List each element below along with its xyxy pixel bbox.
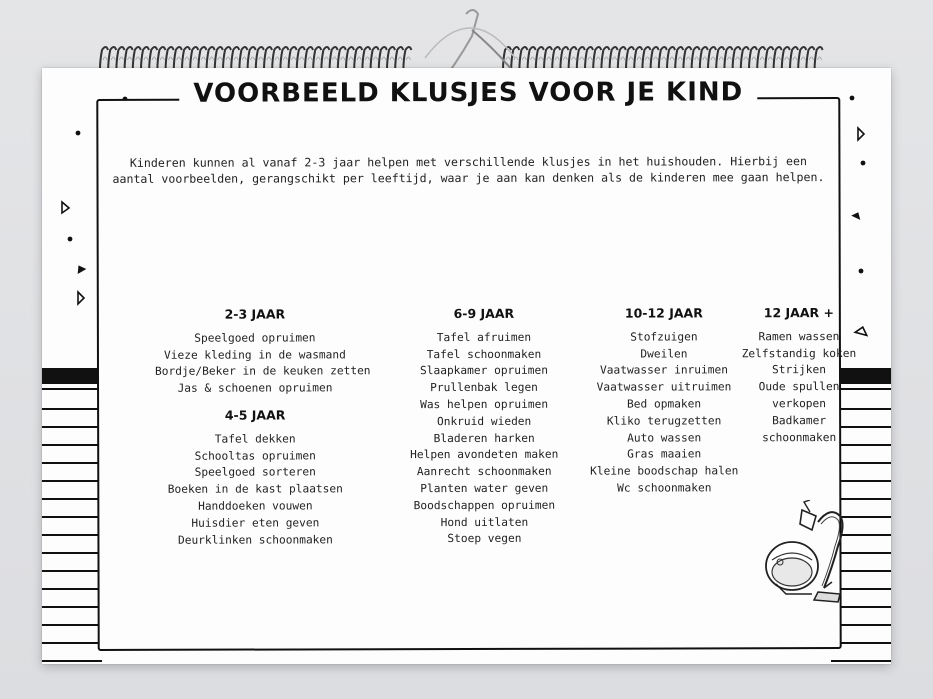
binder-ring-highlight [703, 57, 707, 60]
binder-ring-highlight [398, 57, 402, 60]
binder-ring-highlight [382, 57, 386, 60]
list-item: Prullenbak legen [430, 381, 538, 395]
binder-ring-highlight [333, 57, 337, 60]
list-item: Jas & schoenen opruimen [177, 381, 333, 395]
binder-ring-highlight [809, 57, 813, 60]
binder-ring-highlight [390, 57, 394, 60]
binder-ring-highlight [177, 57, 181, 60]
list-item: Oude spullen [758, 380, 840, 394]
list-item: Huisdier eten geven [191, 516, 320, 530]
binder-ring-highlight [604, 57, 608, 60]
heading-2-3: 2-3 JAAR [224, 306, 286, 322]
list-item: Stoep vegen [447, 532, 522, 546]
binder-ring-highlight [234, 57, 238, 60]
column-10-12 [569, 305, 760, 497]
binder-ring-highlight [572, 57, 576, 60]
binder-ring-highlight [686, 57, 690, 60]
binder-ring-highlight [613, 57, 617, 60]
binder-ring-highlight [547, 57, 551, 60]
column-12-plus [739, 305, 859, 447]
binder-ring-highlight [531, 57, 535, 60]
list-item: Was helpen opruimen [420, 397, 549, 412]
binder-ring-highlight [160, 57, 164, 60]
list-6-9 [389, 330, 580, 549]
list-item: Deurklinken schoonmaken [177, 532, 333, 547]
binder-ring-highlight [744, 57, 748, 60]
binder-ring-highlight [768, 57, 772, 60]
binder-ring-highlight [152, 57, 156, 60]
binder-ring-highlight [292, 57, 296, 60]
list-item: Vaatwasser inruimen [599, 363, 728, 378]
list-item: Onkruid wieden [436, 414, 532, 428]
list-item: Slaapkamer opruimen [419, 364, 548, 378]
binder-ring-highlight [563, 57, 567, 60]
list-item: Boodschappen opruimen [413, 498, 556, 512]
list-item: Bordje/Beker in de keuken zetten [154, 364, 371, 379]
heading-10-12: 10-12 JAAR [624, 305, 703, 321]
list-item: Handdoeken vouwen [198, 499, 313, 513]
binder-ring-highlight [226, 57, 230, 60]
list-item: Vieze kleding in de wasmand [163, 347, 346, 362]
binder-ring-highlight [111, 57, 115, 60]
binder-ring-highlight [308, 57, 312, 60]
binder-ring-highlight [275, 57, 279, 60]
binder-ring-highlight [210, 57, 214, 60]
binder-ring-highlight [555, 57, 559, 60]
binder-ring-highlight [645, 57, 649, 60]
binder-ring-highlight [259, 57, 263, 60]
binder-ring-highlight [670, 57, 674, 60]
binder-ring-highlight [777, 57, 781, 60]
list-item: Planten water geven [420, 481, 549, 496]
list-item: Tafel afruimen [436, 330, 532, 344]
list-item: Strijken [772, 363, 826, 377]
binder-ring-highlight [760, 57, 764, 60]
list-12-plus [739, 329, 859, 447]
list-item: Schooltas opruimen [194, 448, 316, 463]
binder-ring-highlight [678, 57, 682, 60]
binder-ring-highlight [506, 57, 510, 60]
binder-ring-highlight [218, 57, 222, 60]
binder-ring-highlight [242, 57, 246, 60]
list-item: Kliko terugzetten [606, 414, 722, 428]
binder-ring-highlight [818, 57, 822, 60]
list-item: Helpen avondeten maken [410, 448, 559, 462]
binder-ring-highlight [103, 57, 107, 60]
list-item: Aanrecht schoonmaken [416, 464, 552, 479]
heading-6-9: 6-9 JAAR [453, 305, 515, 322]
list-item: Speelgoed sorteren [194, 465, 316, 480]
binder-ring-highlight [316, 57, 320, 60]
list-item: Badkamer [772, 413, 827, 427]
binder-ring-highlight [283, 57, 287, 60]
list-10-12 [569, 329, 759, 497]
binder-ring-highlight [539, 57, 543, 60]
binder-ring-highlight [736, 57, 740, 60]
binder-ring-highlight [251, 57, 255, 60]
binder-ring-highlight [267, 57, 271, 60]
binder-ring-highlight [349, 57, 353, 60]
binder-ring-highlight [128, 57, 132, 60]
heading-12-plus: 12 JAAR + [763, 305, 834, 321]
binder-ring-highlight [727, 57, 731, 60]
binder-ring-highlight [588, 57, 592, 60]
list-item: verkopen [772, 397, 827, 411]
list-item: Stofzuigen [630, 330, 698, 344]
list-item: Tafel dekken [214, 432, 296, 446]
binder-ring-highlight [357, 57, 361, 60]
list-item: Gras maaien [627, 447, 702, 461]
column-6-9 [389, 306, 580, 549]
list-item: Hond uitlaten [440, 515, 529, 529]
binder-ring-highlight [654, 57, 658, 60]
binder-ring-highlight [193, 57, 197, 60]
list-item: Bladeren harken [433, 431, 535, 445]
binder-ring-highlight [637, 57, 641, 60]
binder-ring-highlight [580, 57, 584, 60]
list-4-5 [155, 431, 355, 549]
binder-ring-highlight [793, 57, 797, 60]
binder-ring-highlight [341, 57, 345, 60]
list-item: Speelgoed opruimen [194, 331, 316, 345]
binder-ring-highlight [801, 57, 805, 60]
list-item: Wc schoonmaken [617, 481, 712, 495]
binder-ring-highlight [300, 57, 304, 60]
list-item: Boeken in de kast plaatsen [167, 482, 343, 496]
binder-ring-highlight [119, 57, 123, 60]
binder-ring-highlight [711, 57, 715, 60]
list-item: Dweilen [640, 347, 688, 361]
binder-ring-highlight [629, 57, 633, 60]
binder-ring-highlight [136, 57, 140, 60]
binder-ring-highlight [144, 57, 148, 60]
list-item: Bed opmaken [627, 397, 702, 411]
list-item: Tafel schoonmaken [426, 347, 542, 361]
binder-ring-highlight [719, 57, 723, 60]
binder-ring-highlight [374, 57, 378, 60]
heading-4-5: 4-5 JAAR [224, 407, 286, 423]
binder-ring-highlight [621, 57, 625, 60]
binder-ring-highlight [406, 57, 410, 60]
binder-ring-highlight [752, 57, 756, 60]
binder-ring-highlight [522, 57, 526, 60]
intro-text: Kinderen kunnen al vanaf 2-3 jaar helpen met verschillende klusjes in het huishouden. Hierbij een aantal voorbeelden, gerangschikt per leeftijd, waar je aan kan denken als de kinderen mee gaan helpen. [112, 154, 825, 186]
binder-ring-highlight [596, 57, 600, 60]
binder-ring-highlight [785, 57, 789, 60]
binder-ring-highlight [169, 57, 173, 60]
column-2-3 [154, 306, 371, 549]
list-item: Vaatwasser uitruimen [596, 380, 732, 394]
page-title: VOORBEELD KLUSJES VOOR JE KIND [179, 77, 757, 109]
list-item: Kleine boodschap halen [590, 464, 739, 478]
list-2-3 [154, 330, 371, 398]
binder-ring-highlight [662, 57, 666, 60]
binder-ring-highlight [365, 57, 369, 60]
list-item: Zelfstandig koken [741, 346, 857, 360]
binder-ring-highlight [201, 57, 205, 60]
list-item: Auto wassen [627, 430, 702, 445]
binder-ring-highlight [324, 57, 328, 60]
list-item: Ramen wassen [758, 329, 840, 344]
binder-ring-highlight [185, 57, 189, 60]
binder-ring-highlight [695, 57, 699, 60]
content-frame [96, 77, 857, 651]
vacuum-cleaner-icon [758, 500, 848, 608]
list-item: schoonmaken [762, 430, 837, 444]
